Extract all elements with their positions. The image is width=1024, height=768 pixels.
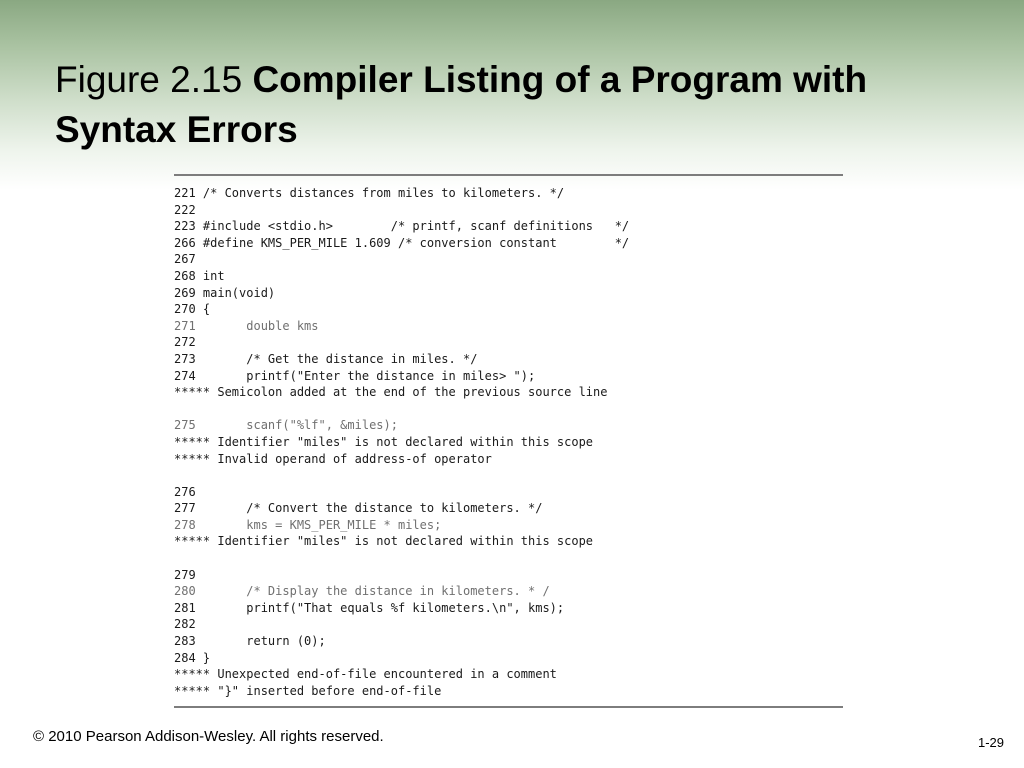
listing-line: 275 scanf("%lf", &miles); (174, 418, 398, 433)
listing-line: 271 double kms (174, 318, 319, 333)
compiler-listing (174, 174, 843, 708)
listing-line: ***** "}" inserted before end-of-file (174, 683, 442, 698)
listing-line: 223 #include <stdio.h> /* printf, scanf definitions */ (174, 219, 630, 234)
listing-line: 278 kms = KMS_PER_MILE * miles; (174, 517, 442, 532)
listing-line: 273 /* Get the distance in miles. */ (174, 351, 478, 366)
listing-line: 282 (174, 617, 196, 632)
listing-line: 268 int (174, 268, 225, 283)
listing-code (174, 176, 843, 699)
listing-line: 279 (174, 567, 196, 582)
listing-line: ***** Invalid operand of address-of operator (174, 451, 492, 466)
listing-line (174, 550, 843, 567)
listing-line: 276 (174, 484, 196, 499)
listing-line: 222 (174, 202, 196, 217)
listing-line: 270 { (174, 302, 211, 317)
copyright-notice: © 2010 Pearson Addison-Wesley. All rights reserved. (33, 728, 384, 745)
listing-line: ***** Identifier "miles" is not declared within this scope (174, 534, 594, 549)
listing-line: 284 } (174, 650, 211, 665)
listing-line (174, 467, 843, 484)
listing-line: 267 (174, 252, 196, 267)
listing-line: ***** Unexpected end-of-file encountered in a comment (174, 667, 557, 682)
listing-line: 266 #define KMS_PER_MILE 1.609 /* conversion constant */ (174, 235, 630, 250)
listing-line: 283 return (0); (174, 634, 326, 649)
listing-line: 274 printf("Enter the distance in miles> "); (174, 368, 536, 383)
title-caption: Compiler Listing of a Program with Syntax Errors (55, 59, 868, 150)
listing-line: ***** Semicolon added at the end of the previous source line (174, 385, 608, 400)
page-number: 1-29 (977, 735, 1004, 750)
listing-line: 272 (174, 335, 196, 350)
listing-line: 281 printf("That equals %f kilometers.\n", kms); (174, 600, 565, 615)
listing-line: ***** Identifier "miles" is not declared within this scope (174, 434, 594, 449)
slide-title (55, 55, 955, 155)
listing-line (174, 401, 843, 418)
listing-line: 280 /* Display the distance in kilometers. * / (174, 584, 550, 599)
listing-line: 221 /* Converts distances from miles to kilometers. */ (174, 186, 565, 200)
listing-line: 277 /* Convert the distance to kilometers. */ (174, 501, 543, 516)
listing-line: 269 main(void) (174, 285, 276, 300)
title-figure-number: Figure 2.15 (55, 59, 253, 100)
